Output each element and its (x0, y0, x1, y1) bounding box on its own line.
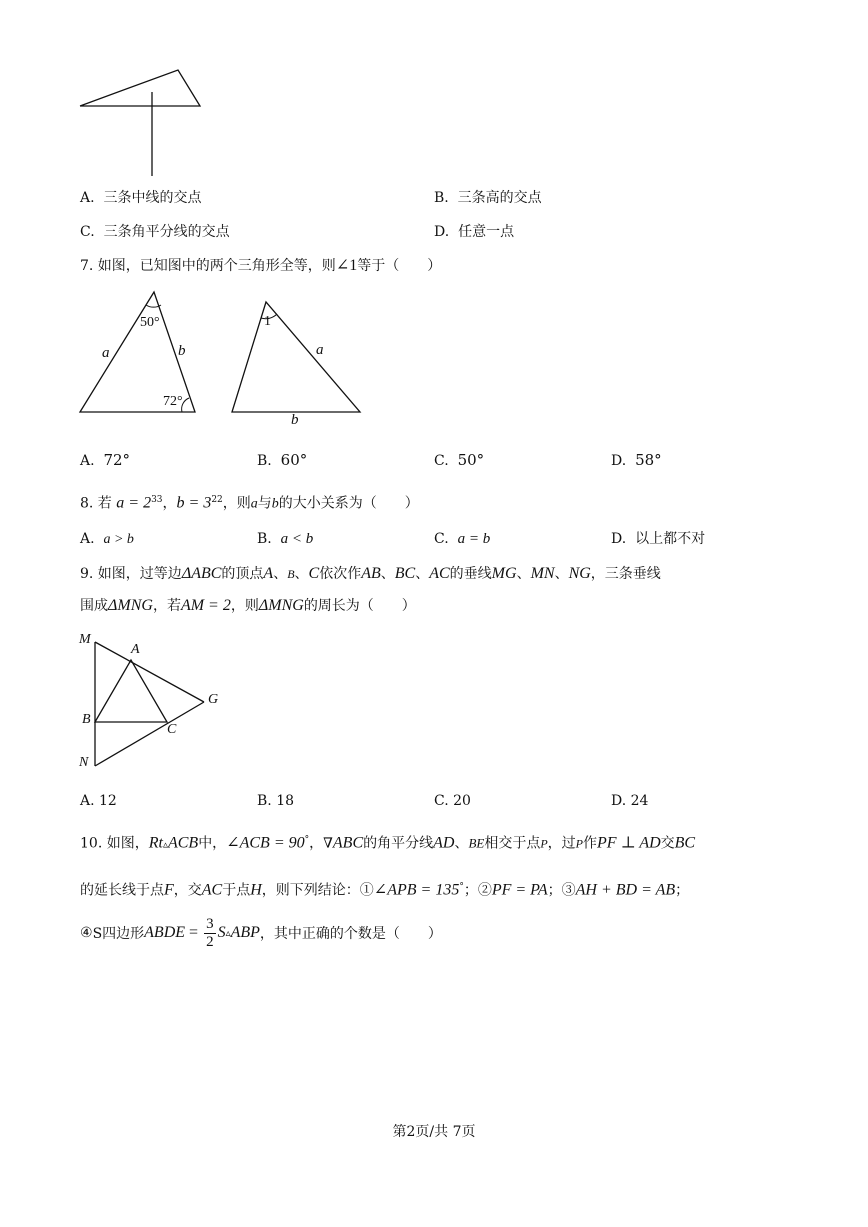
option-text: 58° (635, 451, 662, 469)
q10-text: ； (675, 882, 690, 899)
q10-math: S (217, 924, 226, 941)
q7-stem-tail: 等于（ ） (357, 258, 442, 274)
q9-text: 的顶点 (221, 566, 264, 582)
q9-text: ，若 (152, 598, 181, 614)
q10-eq: = (185, 924, 203, 941)
q10-text: 10. 如图， (80, 835, 149, 852)
q10-math: ABP (230, 924, 260, 941)
option-text: 72° (103, 451, 131, 469)
triangle-symbol: ▵ (225, 927, 231, 939)
q10-math: AH + BD = AB (575, 881, 676, 899)
q10-math: AC (201, 881, 223, 899)
q9-text: 、 (516, 566, 531, 582)
q10-text: ，∇ (309, 835, 333, 852)
q8-a-expr: a = 2 (116, 494, 152, 512)
q9-math: MG (491, 565, 517, 582)
q10-math: ∠APB = 135 (373, 881, 460, 899)
q10-text: 中， (198, 835, 227, 852)
q9-text: 依次作 (319, 566, 362, 582)
q9-math: ΔMNG (258, 597, 304, 614)
q9-math: AB (361, 565, 381, 582)
option-text: a > b (103, 532, 134, 547)
q9-text: 的周长为（ ） (303, 598, 416, 614)
q10-text: 、 (454, 835, 469, 852)
q9-label-c: C (167, 722, 177, 737)
q9-text: ，则 (230, 598, 259, 614)
q7-label-1: 1 (264, 314, 271, 329)
q10-text: ，交 (173, 882, 202, 899)
q9-option-b[interactable] (257, 791, 294, 811)
q9-line-ng (95, 702, 204, 766)
q8-var-a: a (250, 496, 258, 512)
option-letter: C. (434, 793, 449, 809)
triangle-symbol: ▵ (162, 839, 168, 851)
q10-math: P (575, 836, 584, 851)
q10-text: 相交于点 (484, 835, 541, 852)
q10-stem-line2 (80, 877, 689, 901)
q10-math: BC (674, 834, 696, 852)
option-letter: D. (611, 793, 627, 809)
option-letter: C. (434, 453, 449, 469)
q10-tail: ，其中正确的个数是（ ） (259, 926, 442, 942)
q8-suffix-2: 的大小关系为（ ） (278, 495, 419, 512)
page-footer: 第2页/共 7页 (392, 1124, 476, 1140)
q10-math: H (250, 881, 262, 899)
q9-text: 、 (273, 566, 288, 582)
q8-b-expr: b = 3 (176, 494, 212, 512)
q10-text: 于点 (222, 882, 251, 899)
q8-mid: 与 (257, 495, 272, 512)
q9-triangle-abc (95, 660, 167, 722)
q9-math: NG (568, 565, 591, 582)
option-text: 三条高的交点 (457, 190, 542, 206)
option-text: a = b (457, 531, 491, 547)
option-letter: C. (434, 531, 449, 547)
q9-math: C (308, 565, 320, 582)
fraction (204, 916, 216, 951)
q10-math: AD (433, 834, 455, 852)
option-text: 24 (630, 793, 649, 809)
option-letter: A. (80, 793, 95, 809)
q8-b-exponent: 22 (211, 495, 223, 505)
q9-text: 9. 如图，过等边 (80, 566, 182, 582)
option-text: 20 (453, 793, 471, 809)
option-letter: D. (611, 453, 627, 469)
q7-label-a-left: a (102, 345, 110, 361)
q10-text: ，则下列结论：① (261, 882, 374, 899)
q10-math: BE (468, 835, 485, 851)
q9-text: 、 (294, 566, 309, 582)
q9-option-a[interactable] (80, 791, 117, 811)
q9-math: AM = 2 (180, 597, 231, 614)
q9-text: ，三条垂线 (590, 566, 661, 582)
q9-math: B (287, 567, 295, 581)
option-text: 三条中线的交点 (103, 190, 202, 206)
q7-label-a-right: a (316, 342, 324, 358)
q10-math: ACB (167, 834, 199, 852)
q10-math: Rt (148, 834, 163, 852)
option-text: 60° (280, 451, 308, 469)
q10-math: ABC (332, 834, 364, 852)
q10-text: 作 (583, 835, 598, 852)
q7-stem-text: 7. 如图，已知图中的两个三角形全等，则 (80, 258, 336, 274)
fraction-numerator: 3 (206, 915, 214, 932)
q8-a-exponent: 33 (151, 495, 163, 505)
degree-mark: ° (304, 835, 310, 845)
q10-stem-line1 (80, 830, 695, 856)
q9-text: 、 (380, 566, 395, 582)
q8-suffix: ，则 (222, 495, 251, 512)
option-letter: A. (80, 531, 95, 547)
option-text: a < b (280, 531, 314, 547)
angle-symbol: ∠1 (335, 257, 358, 274)
q9-math: A (263, 565, 274, 582)
option-letter: A. (80, 190, 95, 206)
option-text: 18 (276, 793, 295, 809)
option-text: 12 (99, 793, 117, 809)
q9-text: 的垂线 (449, 566, 492, 582)
q10-text: 交 (660, 835, 675, 852)
q8-prefix: 8. 若 (80, 495, 112, 512)
q9-math: BC (394, 565, 416, 582)
q10-text: ；③ (547, 882, 576, 899)
q9-math: ΔABC (181, 565, 222, 582)
option-letter: C. (80, 224, 95, 240)
q9-label-n: N (79, 755, 89, 770)
q9-text: 围成 (80, 598, 108, 614)
q7-label-72: 72° (163, 394, 183, 409)
q10-math: P (540, 836, 548, 851)
option-letter: D. (611, 531, 627, 547)
option-letter: D. (434, 224, 450, 240)
q10-math: ABDE (144, 924, 186, 941)
q10-text: 的延长线于点 (80, 882, 164, 899)
q9-label-b: B (82, 712, 91, 727)
q10-text: ；② (463, 882, 492, 899)
q10-text: 的角平分线 (363, 835, 434, 852)
q7-label-b-right: b (291, 412, 299, 428)
option-text: 以上都不对 (635, 531, 706, 547)
q7-label-b-left: b (178, 343, 186, 359)
option-text: 任意一点 (458, 224, 515, 240)
q10-math: PF ⊥ AD (597, 834, 661, 852)
option-letter: B. (257, 453, 272, 469)
q9-math: ΔMNG (108, 597, 153, 614)
fraction-denominator: 2 (206, 933, 214, 950)
q9-math: MN (530, 565, 555, 582)
q10-math: F (164, 881, 174, 899)
q9-math: AC (429, 565, 450, 582)
option-letter: A. (80, 453, 95, 469)
circled-four: ④ (80, 925, 93, 941)
degree-mark: ° (459, 882, 464, 892)
q9-option-c[interactable] (434, 791, 471, 811)
q10-text: ，过 (547, 835, 576, 852)
q9-text: 、 (415, 566, 430, 582)
q10-math: ∠ACB = 90 (226, 834, 305, 852)
q8-var-b: b (271, 496, 279, 512)
option-letter: B. (434, 190, 449, 206)
option-text: 50° (457, 451, 485, 469)
q9-text: 、 (554, 566, 569, 582)
q9-label-g: G (208, 692, 219, 707)
q10-math: PF = PA (491, 881, 548, 899)
q9-label-a: A (131, 642, 140, 657)
option-text: 三条角平分线的交点 (103, 224, 230, 240)
q10-s-text: S四边形 (92, 926, 145, 942)
q10-stem-line3 (80, 912, 442, 954)
q7-label-50: 50° (140, 315, 160, 330)
q9-label-m: M (79, 632, 91, 647)
q8-sep: ， (162, 495, 177, 512)
q9-option-d[interactable] (611, 791, 648, 811)
option-letter: B. (257, 531, 272, 547)
option-letter: B. (257, 793, 272, 809)
